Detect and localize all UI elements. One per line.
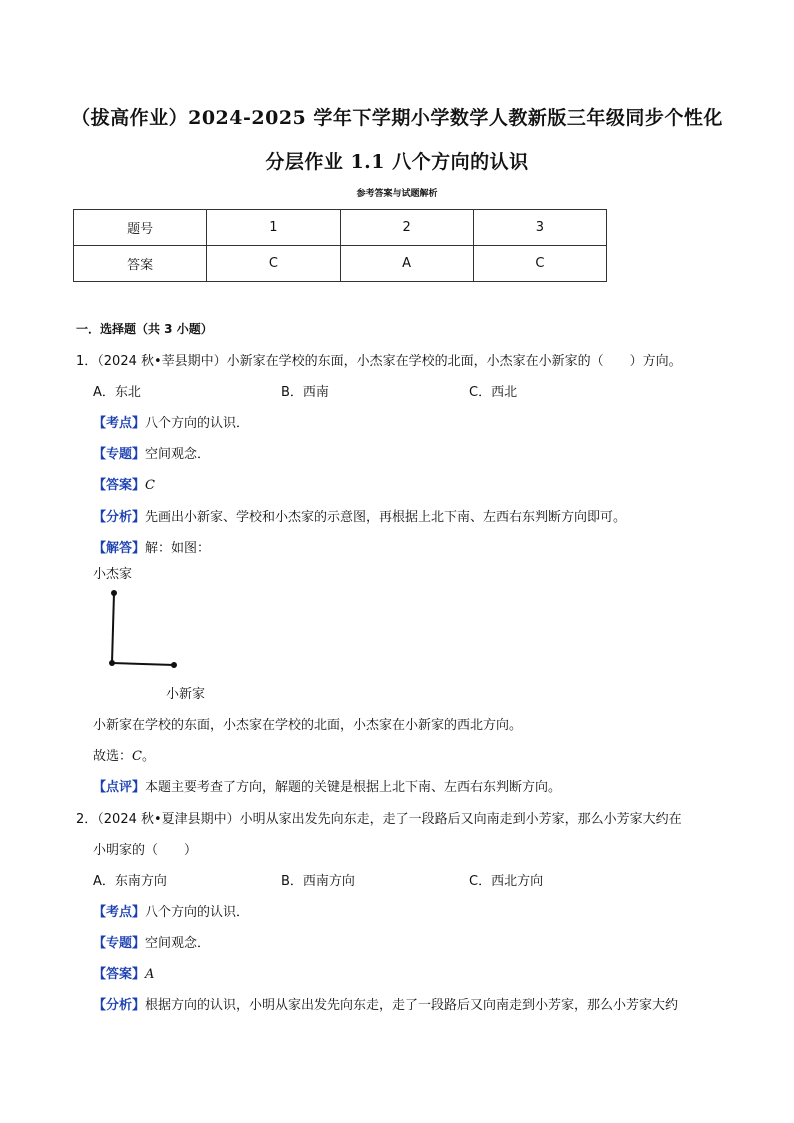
diagram-label-xiaoxin: 小新家 — [166, 687, 206, 702]
diagram-label-xiaojie: 小杰家 — [93, 567, 133, 582]
point-xiaoxin-home — [171, 662, 177, 668]
choose-prefix: 故选： — [93, 749, 133, 764]
question-number-cell: 3 — [473, 210, 606, 246]
jieda-text: 解：如图： — [145, 541, 211, 556]
table-row-label: 题号 — [74, 210, 207, 246]
daan-text: A — [145, 967, 155, 982]
point-xiaojie-home — [111, 590, 117, 596]
q1-conclusion: 小新家在学校的东面，小杰家在学校的北面，小杰家在小新家的西北方向。 — [93, 718, 523, 733]
q1-choice — [93, 745, 155, 764]
question-1-options — [93, 381, 517, 400]
tag-dianping: 【点评】 — [93, 780, 146, 795]
kaodian-text: 八个方向的认识． — [145, 416, 250, 431]
table-row — [74, 210, 607, 246]
section-title: 一．选择题（共 3 小题） — [76, 322, 213, 336]
q1-fenxi — [93, 506, 626, 525]
kaodian-text: 八个方向的认识． — [145, 905, 250, 920]
choose-value: C — [132, 749, 142, 764]
answer-cell: C — [473, 246, 606, 282]
option-b: B．西南 — [281, 385, 329, 400]
tag-zhuanti: 【专题】 — [93, 447, 146, 462]
option-c: C．西北 — [469, 385, 518, 400]
document-subtitle: 参考答案与试题解析 — [356, 189, 438, 199]
q2-fenxi — [93, 994, 678, 1013]
fenxi-text: 根据方向的认识，小明从家出发先向东走，走了一段路后又向南走到小芳家，那么小芳家大约 — [145, 998, 679, 1013]
document-title-line-1: （拔高作业）2024-2025 学年下学期小学数学人教新版三年级同步个性化 — [71, 107, 723, 129]
document-title-line-2: 分层作业 1.1 八个方向的认识 — [265, 151, 529, 173]
option-c: C．西北方向 — [469, 874, 544, 889]
q2-daan — [93, 963, 154, 982]
tag-fenxi: 【分析】 — [93, 510, 146, 525]
question-1-stem: 1．（2024 秋•莘县期中）小新家在学校的东面，小杰家在学校的北面，小杰家在小新家的（ ）方向。 — [76, 354, 682, 369]
question-2-stem-line-2: 小明家的（ ） — [93, 843, 198, 858]
answer-cell: A — [340, 246, 473, 282]
q1-dianping — [93, 776, 561, 795]
daan-text: C — [145, 478, 155, 493]
option-b: B．西南方向 — [281, 874, 355, 889]
question-2-stem-line-1: 2．（2024 秋•夏津县期中）小明从家出发先向东走，走了一段路后又向南走到小芳家，那么小芳家大约在 — [76, 812, 682, 827]
tag-zhuanti: 【专题】 — [93, 936, 146, 951]
q1-kaodian — [93, 412, 249, 431]
zhuanti-text: 空间观念． — [145, 936, 211, 951]
answer-cell: C — [207, 246, 340, 282]
tag-fenxi: 【分析】 — [93, 998, 146, 1013]
direction-diagram — [88, 580, 198, 700]
east-line — [112, 663, 174, 665]
table-row — [74, 246, 607, 282]
q1-daan — [93, 474, 155, 493]
option-a: A．东南方向 — [93, 874, 167, 889]
question-number-cell: 1 — [207, 210, 340, 246]
q2-zhuanti — [93, 932, 210, 951]
table-row-label: 答案 — [74, 246, 207, 282]
tag-daan: 【答案】 — [93, 478, 146, 493]
fenxi-text: 先画出小新家、学校和小杰家的示意图，再根据上北下南、左西右东判断方向即可。 — [145, 510, 627, 525]
tag-kaodian: 【考点】 — [93, 416, 146, 431]
tag-jieda: 【解答】 — [93, 541, 146, 556]
point-school — [109, 660, 115, 666]
option-a: A．东北 — [93, 385, 141, 400]
north-line — [112, 593, 114, 663]
q1-zhuanti — [93, 443, 210, 462]
choose-suffix: 。 — [141, 749, 155, 764]
question-2-options — [93, 870, 543, 889]
dianping-text: 本题主要考查了方向，解题的关键是根据上北下南、左西右东判断方向。 — [145, 780, 562, 795]
q2-kaodian — [93, 901, 249, 920]
question-number-cell: 2 — [340, 210, 473, 246]
tag-daan: 【答案】 — [93, 967, 146, 982]
q1-jieda — [93, 537, 210, 556]
answer-table — [73, 209, 607, 282]
zhuanti-text: 空间观念． — [145, 447, 211, 462]
tag-kaodian: 【考点】 — [93, 905, 146, 920]
